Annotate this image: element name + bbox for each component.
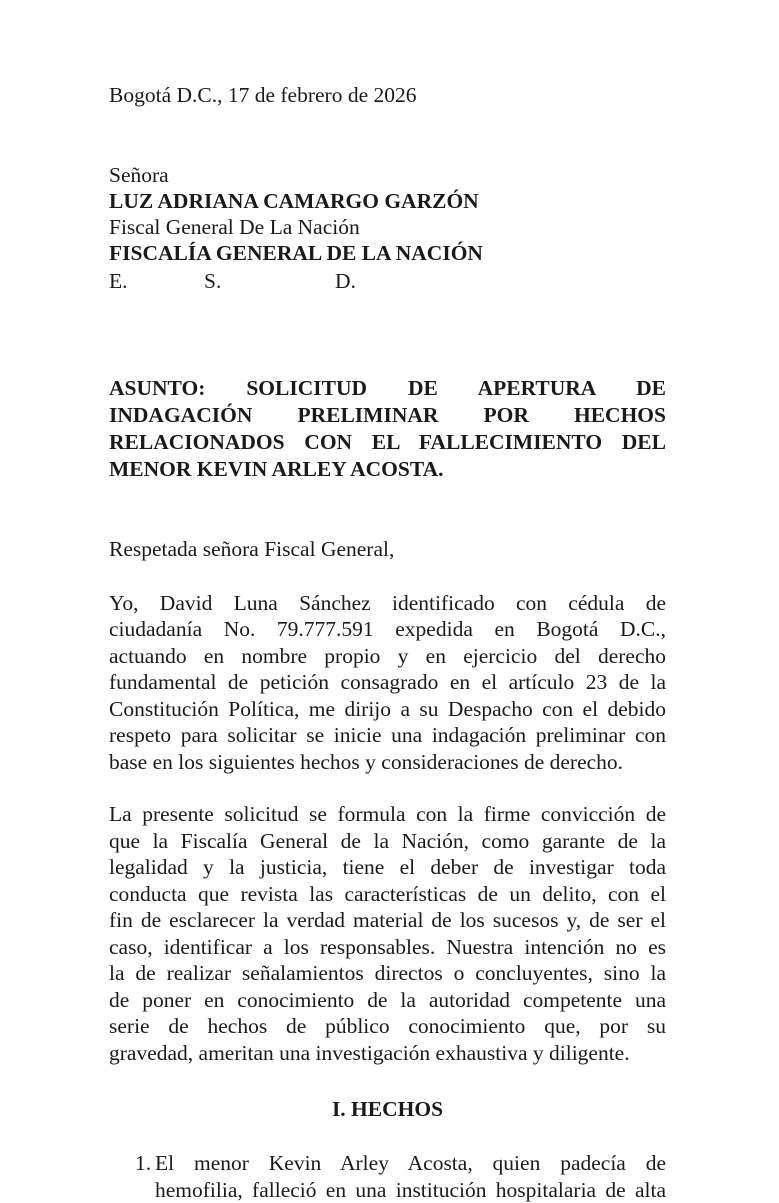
recipient-name: LUZ ADRIANA CAMARGO GARZÓN xyxy=(109,189,479,213)
paragraph-line: conducta que revista las características de un delito, con el xyxy=(109,882,666,906)
paragraph-line: Constitución Política, me dirijo a su Despacho con el debido xyxy=(109,697,666,721)
paragraph-line: gravedad, ameritan una investigación exhaustiva y diligente. xyxy=(109,1041,630,1065)
paragraph-line: que la Fiscalía General de la Nación, como garante de la xyxy=(109,829,666,853)
esd-s: S. xyxy=(204,269,222,293)
esd-d: D. xyxy=(335,269,356,293)
paragraph-line: base en los siguientes hechos y consideraciones de derecho. xyxy=(109,750,624,774)
paragraph-line: actuando en nombre propio y en ejercicio del derecho xyxy=(109,644,666,668)
paragraph-line: fundamental de petición consagrado en el artículo 23 de la xyxy=(109,670,666,694)
subject-line: MENOR KEVIN ARLEY ACOSTA. xyxy=(109,457,444,481)
list-item-line: El menor Kevin Arley Acosta, quien padecía de xyxy=(155,1151,666,1175)
paragraph-line: ciudadanía No. 79.777.591 expedida en Bogotá D.C., xyxy=(109,617,666,641)
paragraph-line: legalidad y la justicia, tiene el deber de investigar toda xyxy=(109,855,666,879)
list-item-number: 1. xyxy=(135,1151,152,1175)
paragraph-line: Yo, David Luna Sánchez identificado con cédula de xyxy=(109,591,666,615)
paragraph-line: serie de hechos de público conocimiento que, por su xyxy=(109,1014,666,1038)
recipient-institution: FISCALÍA GENERAL DE LA NACIÓN xyxy=(109,241,483,265)
list-item-line: hemofilia, falleció en una institución hospitalaria de alta xyxy=(155,1178,666,1202)
subject-line: INDAGACIÓN PRELIMINAR POR HECHOS xyxy=(109,403,666,427)
paragraph-line: caso, identificar a los responsables. Nuestra intención no es xyxy=(109,935,666,959)
paragraph-line: La presente solicitud se formula con la firme convicción de xyxy=(109,802,666,826)
recipient-salutation-title: Señora xyxy=(109,163,169,187)
paragraph-line: de poner en conocimiento de la autoridad competente una xyxy=(109,988,666,1012)
paragraph-line: respeto para solicitar se inicie una indagación preliminar con xyxy=(109,723,666,747)
date-line: Bogotá D.C., 17 de febrero de 2026 xyxy=(109,83,417,107)
subject-line: ASUNTO: SOLICITUD DE APERTURA DE xyxy=(109,376,666,400)
paragraph-line: la de realizar señalamientos directos o concluyentes, sino la xyxy=(109,961,666,985)
subject-line: RELACIONADOS CON EL FALLECIMIENTO DEL xyxy=(109,430,666,454)
paragraph-line: fin de esclarecer la verdad material de los sucesos y, de ser el xyxy=(109,908,666,932)
esd-e: E. xyxy=(109,269,128,293)
section-heading: I. HECHOS xyxy=(331,1097,444,1121)
greeting: Respetada señora Fiscal General, xyxy=(109,537,395,561)
recipient-position: Fiscal General De La Nación xyxy=(109,215,360,239)
